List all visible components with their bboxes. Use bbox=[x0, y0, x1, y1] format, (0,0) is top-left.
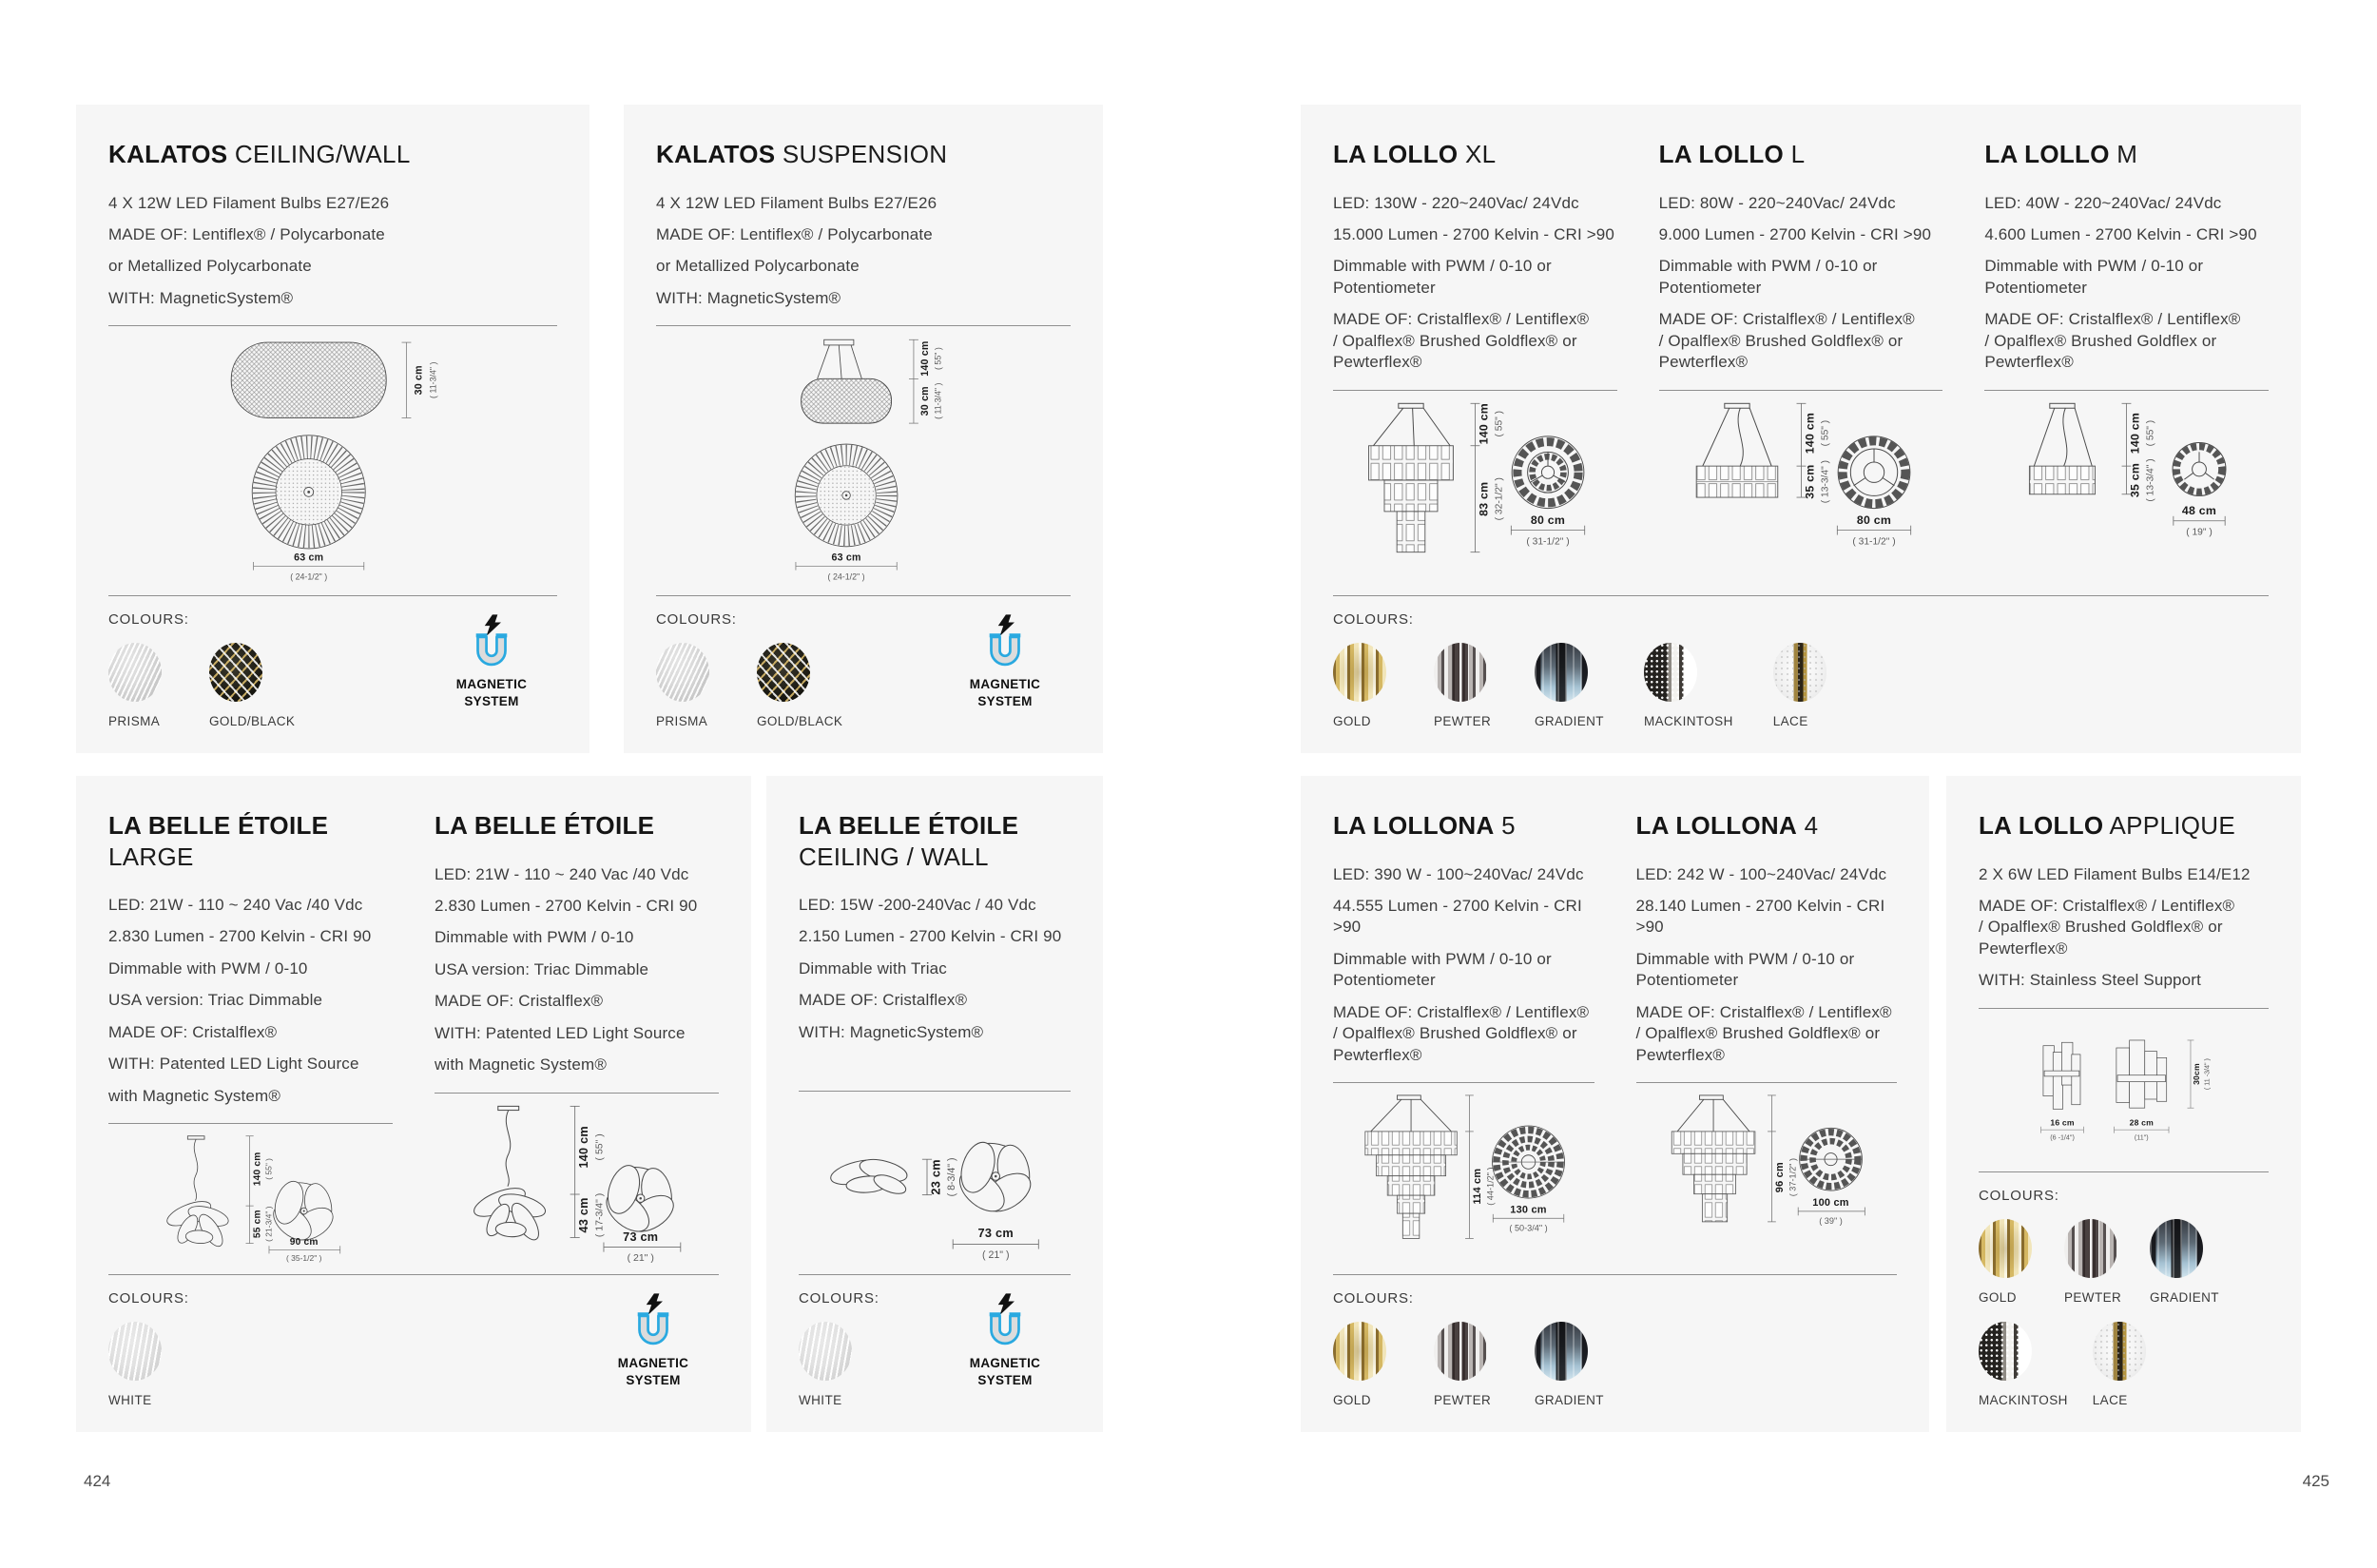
dim-label: ( 55" ) bbox=[933, 347, 943, 371]
dim-label: ( 44-1/2" ) bbox=[1484, 1167, 1495, 1206]
dim-label: 35 cm bbox=[1803, 464, 1817, 499]
swatch-pewter bbox=[2064, 1219, 2117, 1278]
colour-option bbox=[799, 1322, 860, 1407]
product-column-la-belle-etoile-large bbox=[108, 810, 393, 1263]
colour-option bbox=[1773, 643, 1834, 728]
spec-line: Dimmable with PWM / 0-10 or Potentiometer bbox=[1658, 257, 1878, 297]
magnet-label: MAGNETIC bbox=[969, 677, 1041, 691]
swatch-label: PRISMA bbox=[108, 714, 161, 728]
dim-label: 63 cm bbox=[293, 552, 324, 564]
dimension-diagram bbox=[1333, 391, 1617, 584]
dim-label: 140 cm bbox=[577, 1125, 591, 1169]
spec-line: WITH: MagneticSystem® bbox=[656, 288, 841, 307]
product-name: LA LOLLO bbox=[1979, 811, 2104, 840]
magnet-label: SYSTEM bbox=[464, 693, 519, 708]
colour-option bbox=[1434, 643, 1495, 728]
spec-line: MADE OF: Cristalflex® / Lentiflex® / Opalflex® Brushed Goldflex® or Pewterflex® bbox=[1635, 1002, 1892, 1064]
dimension-diagram bbox=[108, 326, 557, 584]
dim-label: 43 cm bbox=[577, 1196, 591, 1232]
magnet-icon bbox=[464, 614, 519, 667]
product-name: LA LOLLO bbox=[1658, 140, 1785, 168]
dim-label: 140 cm bbox=[1477, 402, 1491, 444]
spec-line: MADE OF: Lentiflex® / Polycarbonate bbox=[656, 224, 933, 243]
dimension-diagram bbox=[1659, 391, 1943, 584]
swatch-white bbox=[799, 1322, 852, 1381]
colour-option bbox=[656, 643, 717, 728]
product-column-la-lollo-m bbox=[1984, 139, 2269, 584]
product-variant: 4 bbox=[1804, 811, 1819, 840]
dim-label: 140 cm bbox=[252, 1152, 263, 1187]
colours-label: COLOURS: bbox=[108, 611, 189, 628]
magnetic-system-badge bbox=[439, 614, 544, 709]
product-variant: LARGE bbox=[108, 842, 194, 871]
spec-line: MADE OF: Cristalflex® / Lentiflex® / Opalflex® Brushed Goldflex or Pewterflex® bbox=[1984, 310, 2241, 372]
colours-section bbox=[108, 1274, 719, 1407]
spec-line: LED: 15W -200-240Vac / 40 Vdc bbox=[799, 896, 1036, 914]
colours-label: COLOURS: bbox=[799, 1290, 879, 1307]
colours-section bbox=[1333, 1274, 1897, 1407]
product-name: LA LOLLO bbox=[1984, 140, 2110, 168]
magnet-label: SYSTEM bbox=[626, 1372, 681, 1387]
magnetic-system-badge bbox=[601, 1293, 705, 1388]
dim-label: 140 cm bbox=[919, 340, 932, 377]
swatch-label: GOLD bbox=[1979, 1290, 2017, 1305]
dim-label: ( 11-3/4" ) bbox=[933, 382, 943, 420]
product-title bbox=[1659, 139, 1943, 170]
dim-label: ( 50-3/4" ) bbox=[1509, 1223, 1548, 1233]
dim-label: ( 13-3/4" ) bbox=[2145, 457, 2156, 502]
spec-line: 4 X 12W LED Filament Bulbs E27/E26 bbox=[108, 193, 390, 212]
product-variant: XL bbox=[1464, 140, 1497, 168]
belle-etoile-large-drawing bbox=[154, 1133, 348, 1263]
magnet-label: SYSTEM bbox=[977, 1372, 1033, 1387]
dim-label: ( 21" ) bbox=[981, 1249, 1010, 1261]
dimension-diagram bbox=[1636, 1083, 1898, 1263]
swatch-label: PEWTER bbox=[2064, 1290, 2122, 1305]
spec-line: 28.140 Lumen - 2700 Kelvin - CRI >90 bbox=[1635, 896, 1885, 937]
spec-line: MADE OF: Cristalflex® bbox=[799, 991, 968, 1010]
magnet-label: SYSTEM bbox=[977, 693, 1033, 708]
kalatos-drum-drawing bbox=[174, 336, 492, 584]
product-variant: SUSPENSION bbox=[782, 140, 948, 168]
dim-label: 90 cm bbox=[289, 1236, 319, 1248]
dim-label: 130 cm bbox=[1509, 1204, 1547, 1216]
dim-label: ( 55" ) bbox=[1819, 419, 1830, 446]
spec-line: USA version: Triac Dimmable bbox=[435, 959, 649, 978]
product-specs bbox=[799, 895, 1071, 1085]
swatch-label: PRISMA bbox=[656, 714, 708, 728]
swatch-gold bbox=[1333, 643, 1386, 702]
product-column-la-lollona-5 bbox=[1333, 810, 1594, 1263]
product-variant: APPLIQUE bbox=[2109, 811, 2235, 840]
dim-label: 30 cm bbox=[919, 386, 932, 416]
magnet-icon bbox=[626, 1293, 681, 1345]
spec-line: Dimmable with PWM / 0-10 or Potentiometer bbox=[1333, 949, 1552, 990]
la-lollona-5-drawing bbox=[1360, 1093, 1568, 1263]
dim-label: 83 cm bbox=[1477, 481, 1491, 516]
dim-label: 80 cm bbox=[1530, 513, 1565, 527]
dim-label: ( 55" ) bbox=[263, 1158, 274, 1180]
card-la-lollona-row bbox=[1301, 776, 1929, 1432]
product-title bbox=[1636, 810, 1898, 842]
product-variant: CEILING/WALL bbox=[234, 140, 411, 168]
dim-label: 140 cm bbox=[2128, 412, 2142, 454]
dim-label: 63 cm bbox=[831, 552, 861, 564]
dim-label: 23 cm bbox=[928, 1159, 943, 1195]
dim-label: ( 37-1/2" ) bbox=[1788, 1157, 1798, 1197]
product-name: LA BELLE ÉTOILE bbox=[108, 811, 329, 840]
magnetic-system-badge bbox=[953, 614, 1057, 709]
dim-label: ( 21-3/4" ) bbox=[263, 1206, 274, 1242]
product-specs bbox=[108, 193, 557, 320]
colour-option bbox=[2064, 1219, 2125, 1305]
dim-label: ( 55" ) bbox=[2145, 419, 2156, 446]
spec-line: 4.600 Lumen - 2700 Kelvin - CRI >90 bbox=[1984, 224, 2257, 243]
swatch-lace bbox=[2093, 1322, 2146, 1381]
dim-label: ( 19" ) bbox=[2186, 527, 2213, 538]
spec-line: Dimmable with PWM / 0-10 or Potentiometer bbox=[1984, 257, 2204, 297]
spec-line: Dimmable with PWM / 0-10 bbox=[435, 928, 634, 947]
spec-line: LED: 80W - 220~240Vac/ 24Vdc bbox=[1658, 193, 1896, 212]
swatch-pewter bbox=[1434, 643, 1487, 702]
product-name: KALATOS bbox=[656, 140, 776, 168]
swatch-gradient bbox=[1535, 643, 1588, 702]
dim-label: 114 cm bbox=[1471, 1168, 1483, 1205]
swatch-label: GOLD bbox=[1333, 714, 1371, 728]
swatch-label: GRADIENT bbox=[2150, 1290, 2219, 1305]
colour-option bbox=[1644, 643, 1733, 728]
magnet-icon bbox=[977, 614, 1033, 667]
colours-label: COLOURS: bbox=[108, 1290, 189, 1307]
product-name: LA BELLE ÉTOILE bbox=[799, 811, 1019, 840]
dimension-diagram bbox=[1979, 1009, 2269, 1160]
product-title bbox=[656, 139, 1071, 170]
spec-line: USA version: Triac Dimmable bbox=[108, 991, 323, 1010]
colour-option bbox=[1535, 643, 1604, 728]
belle-etoile-cw-drawing bbox=[814, 1101, 1056, 1263]
belle-etoile-drawing bbox=[456, 1103, 697, 1263]
product-name: LA LOLLONA bbox=[1333, 811, 1495, 840]
swatch-mackintosh bbox=[1644, 643, 1697, 702]
swatch-label: LACE bbox=[2092, 1393, 2128, 1407]
swatch-label: PEWTER bbox=[1434, 1393, 1492, 1407]
product-title bbox=[1979, 810, 2269, 842]
product-specs bbox=[435, 864, 719, 1087]
dim-label: 48 cm bbox=[2182, 503, 2217, 517]
dim-label: 73 cm bbox=[977, 1225, 1014, 1240]
product-specs bbox=[1636, 864, 1898, 1077]
colours-label: COLOURS: bbox=[1333, 611, 1414, 628]
product-title bbox=[1333, 139, 1617, 170]
swatch-gold-black bbox=[209, 643, 262, 702]
dim-label: ( 31-1/2" ) bbox=[1526, 536, 1570, 548]
page-number-left: 424 bbox=[84, 1472, 111, 1490]
spec-line: LED: 21W - 110 ~ 240 Vac /40 Vdc bbox=[108, 896, 363, 914]
spec-line: WITH: MagneticSystem® bbox=[108, 288, 294, 307]
colour-option bbox=[108, 643, 169, 728]
product-column-la-lollona-4 bbox=[1636, 810, 1898, 1263]
dim-label: ( 31-1/2" ) bbox=[1851, 536, 1896, 548]
card-kalatos-ceiling-wall bbox=[76, 105, 589, 753]
spec-line: 44.555 Lumen - 2700 Kelvin - CRI >90 bbox=[1333, 896, 1582, 937]
swatch-lace bbox=[1773, 643, 1826, 702]
dimension-diagram bbox=[1333, 1083, 1594, 1263]
swatch-label: GOLD/BLACK bbox=[209, 714, 296, 728]
product-specs bbox=[1659, 193, 1943, 384]
dim-label: 80 cm bbox=[1856, 513, 1891, 527]
colour-option bbox=[1333, 1322, 1394, 1407]
product-title bbox=[1333, 810, 1594, 842]
dim-label: ( 35-1/2" ) bbox=[285, 1252, 321, 1263]
product-variant: M bbox=[2116, 140, 2138, 168]
spec-line: WITH: Stainless Steel Support bbox=[1979, 971, 2201, 990]
spec-line: MADE OF: Lentiflex® / Polycarbonate bbox=[108, 224, 385, 243]
colours-section bbox=[656, 595, 1071, 728]
colours-section bbox=[799, 1274, 1071, 1407]
card-kalatos-suspension bbox=[624, 105, 1103, 753]
spec-line: 15.000 Lumen - 2700 Kelvin - CRI >90 bbox=[1333, 224, 1614, 243]
swatch-label: GRADIENT bbox=[1535, 1393, 1604, 1407]
dim-label: 100 cm bbox=[1812, 1197, 1849, 1210]
colour-option bbox=[2150, 1219, 2219, 1305]
spec-line: 2 X 6W LED Filament Bulbs E14/E12 bbox=[1979, 864, 2251, 883]
swatch-mackintosh bbox=[1979, 1322, 2032, 1381]
swatch-prisma bbox=[656, 643, 709, 702]
dim-label: 96 cm bbox=[1774, 1162, 1787, 1193]
card-la-lollo-row bbox=[1301, 105, 2301, 753]
swatch-label: GRADIENT bbox=[1535, 714, 1604, 728]
dim-label: ( 8-3/4" ) bbox=[945, 1157, 957, 1197]
swatch-label: LACE bbox=[1772, 714, 1808, 728]
spec-line: LED: 21W - 110 ~ 240 Vac /40 Vdc bbox=[435, 864, 689, 883]
swatch-label: GOLD/BLACK bbox=[757, 714, 843, 728]
product-specs bbox=[1333, 864, 1594, 1077]
spec-line: LED: 130W - 220~240Vac/ 24Vdc bbox=[1333, 193, 1579, 212]
swatch-label: MACKINTOSH bbox=[1643, 714, 1733, 728]
product-title bbox=[435, 810, 719, 842]
product-title bbox=[108, 139, 557, 170]
spec-line: or Metallized Polycarbonate bbox=[656, 257, 860, 276]
card-la-belle-etoile-pair bbox=[76, 776, 751, 1432]
dim-label: ( 11-3/4" ) bbox=[428, 361, 438, 399]
spec-line: with Magnetic System® bbox=[108, 1086, 281, 1105]
dim-label: 35 cm bbox=[2128, 462, 2142, 497]
swatch-gold bbox=[1333, 1322, 1386, 1381]
la-lollo-applique-drawing bbox=[2029, 1018, 2218, 1160]
spec-line: Dimmable with PWM / 0-10 bbox=[108, 958, 308, 978]
spec-line: Dimmable with PWM / 0-10 or Potentiometer bbox=[1333, 257, 1552, 297]
spec-line: 9.000 Lumen - 2700 Kelvin - CRI >90 bbox=[1658, 224, 1932, 243]
spec-line: MADE OF: Cristalflex® / Lentiflex® / Opalflex® Brushed Goldflex® or Pewterflex® bbox=[1333, 1002, 1590, 1064]
spec-line: MADE OF: Cristalflex® bbox=[108, 1022, 278, 1041]
spec-line: WITH: Patented LED Light Source bbox=[435, 1023, 686, 1042]
spec-line: LED: 390 W - 100~240Vac/ 24Vdc bbox=[1333, 864, 1584, 883]
spec-line: 2.830 Lumen - 2700 Kelvin - CRI 90 bbox=[435, 896, 698, 915]
spec-line: 2.150 Lumen - 2700 Kelvin - CRI 90 bbox=[799, 927, 1062, 946]
colours-label: COLOURS: bbox=[656, 611, 737, 628]
colours-label: COLOURS: bbox=[1979, 1188, 2059, 1204]
dim-label: 28 cm bbox=[2129, 1117, 2155, 1128]
magnetic-system-badge bbox=[953, 1293, 1057, 1388]
spec-line: Dimmable with PWM / 0-10 or Potentiometer bbox=[1635, 949, 1855, 990]
dim-label: ( 11 -3/4" ) bbox=[2203, 1057, 2212, 1090]
colour-option bbox=[108, 1322, 169, 1407]
colour-option bbox=[757, 643, 842, 728]
dim-label: 73 cm bbox=[623, 1229, 659, 1244]
dim-label: ( 39" ) bbox=[1819, 1216, 1843, 1227]
spec-line: WITH: Patented LED Light Source bbox=[108, 1055, 359, 1074]
dim-label: 140 cm bbox=[1803, 412, 1817, 454]
swatch-label: PEWTER bbox=[1434, 714, 1492, 728]
magnet-label: MAGNETIC bbox=[617, 1356, 689, 1370]
colour-option bbox=[1979, 1219, 2039, 1305]
dim-label: ( 21" ) bbox=[627, 1251, 655, 1263]
magnet-label: MAGNETIC bbox=[969, 1356, 1041, 1370]
la-lollo-l-drawing bbox=[1684, 400, 1919, 584]
dim-label: 30 cm bbox=[413, 365, 425, 396]
kalatos-suspension-drawing bbox=[722, 336, 1005, 584]
swatch-gradient bbox=[2150, 1219, 2203, 1278]
colour-option bbox=[1434, 1322, 1495, 1407]
spec-line: MADE OF: Cristalflex® / Lentiflex® / Opalflex® Brushed Goldflex® or Pewterflex® bbox=[1979, 896, 2235, 958]
dim-label: ( 55" ) bbox=[1494, 410, 1505, 437]
product-specs bbox=[1979, 864, 2269, 1002]
swatch-label: GOLD bbox=[1333, 1393, 1371, 1407]
product-column-la-belle-etoile bbox=[435, 810, 719, 1263]
dimension-diagram bbox=[799, 1092, 1071, 1263]
spec-line: Dimmable with Triac bbox=[799, 958, 947, 978]
dimension-diagram bbox=[656, 326, 1071, 584]
card-la-lollo-applique bbox=[1946, 776, 2301, 1432]
dim-label: (6 -1/4") bbox=[2050, 1133, 2075, 1142]
dim-label: ( 32-1/2" ) bbox=[1494, 476, 1505, 520]
colour-option bbox=[1535, 1322, 1604, 1407]
colours-label: COLOURS: bbox=[1333, 1290, 1414, 1307]
dim-label: 30cm bbox=[2192, 1062, 2202, 1085]
colours-section bbox=[108, 595, 557, 728]
spec-line: or Metallized Polycarbonate bbox=[108, 257, 312, 276]
swatch-white bbox=[108, 1322, 162, 1381]
product-column-la-lollo-xl bbox=[1333, 139, 1617, 584]
swatch-prisma bbox=[108, 643, 162, 702]
la-lollona-4-drawing bbox=[1662, 1093, 1870, 1263]
colour-option bbox=[2093, 1322, 2154, 1407]
magnet-icon bbox=[977, 1293, 1033, 1345]
product-specs bbox=[656, 193, 1071, 320]
product-variant: 5 bbox=[1501, 811, 1516, 840]
dim-label: ( 24-1/2" ) bbox=[289, 571, 328, 582]
swatch-label: WHITE bbox=[108, 1393, 152, 1407]
colours-section bbox=[1333, 595, 2269, 728]
dimension-diagram bbox=[108, 1124, 393, 1263]
colour-option bbox=[209, 643, 295, 728]
product-title bbox=[1984, 139, 2269, 170]
colour-option bbox=[1333, 643, 1394, 728]
product-name: LA LOLLONA bbox=[1635, 811, 1798, 840]
product-variant: CEILING / WALL bbox=[799, 842, 989, 871]
page-number-right: 425 bbox=[2302, 1472, 2329, 1490]
swatch-pewter bbox=[1434, 1322, 1487, 1381]
product-name: LA LOLLO bbox=[1333, 140, 1459, 168]
product-specs bbox=[108, 895, 393, 1117]
dim-label: (11") bbox=[2135, 1133, 2149, 1142]
dimension-diagram bbox=[435, 1094, 719, 1263]
swatch-label: WHITE bbox=[799, 1393, 842, 1407]
swatch-gold bbox=[1979, 1219, 2032, 1278]
spec-line: MADE OF: Cristalflex® bbox=[435, 992, 604, 1011]
magnet-label: MAGNETIC bbox=[455, 677, 528, 691]
dim-label: 55 cm bbox=[252, 1210, 263, 1239]
la-lollo-xl-drawing bbox=[1358, 400, 1593, 584]
product-specs bbox=[1984, 193, 2269, 384]
product-name: LA BELLE ÉTOILE bbox=[435, 811, 655, 840]
product-column-la-lollo-l bbox=[1659, 139, 1943, 584]
spec-line: MADE OF: Cristalflex® / Lentiflex® / Opalflex® Brushed Goldflex® or Pewterflex® bbox=[1658, 310, 1915, 372]
colours-section bbox=[1979, 1171, 2269, 1407]
colour-option bbox=[1979, 1322, 2068, 1407]
la-lollo-m-drawing bbox=[2009, 400, 2244, 584]
product-variant: L bbox=[1790, 140, 1806, 168]
spec-line: 4 X 12W LED Filament Bulbs E27/E26 bbox=[656, 193, 937, 212]
spec-line: with Magnetic System® bbox=[435, 1055, 608, 1074]
product-name: KALATOS bbox=[108, 140, 228, 168]
product-title bbox=[799, 810, 1071, 872]
spec-line: WITH: MagneticSystem® bbox=[799, 1022, 984, 1041]
card-la-belle-etoile-ceiling-wall bbox=[766, 776, 1103, 1432]
swatch-gold-black bbox=[757, 643, 810, 702]
product-title bbox=[108, 810, 393, 872]
dim-label: ( 17-3/4" ) bbox=[593, 1192, 606, 1237]
spec-line: MADE OF: Cristalflex® / Lentiflex® / Opalflex® Brushed Goldflex® or Pewterflex® bbox=[1333, 310, 1590, 372]
swatch-gradient bbox=[1535, 1322, 1588, 1381]
dim-label: ( 55" ) bbox=[593, 1132, 606, 1161]
spec-line: LED: 242 W - 100~240Vac/ 24Vdc bbox=[1635, 864, 1887, 883]
dimension-diagram bbox=[1984, 391, 2269, 584]
dim-label: 16 cm bbox=[2050, 1117, 2075, 1128]
spec-line: 2.830 Lumen - 2700 Kelvin - CRI 90 bbox=[108, 927, 372, 946]
dim-label: ( 13-3/4" ) bbox=[1819, 459, 1830, 503]
dim-label: ( 24-1/2" ) bbox=[827, 571, 865, 582]
product-specs bbox=[1333, 193, 1617, 384]
spec-line: LED: 40W - 220~240Vac/ 24Vdc bbox=[1984, 193, 2222, 212]
swatch-label: MACKINTOSH bbox=[1979, 1393, 2068, 1407]
